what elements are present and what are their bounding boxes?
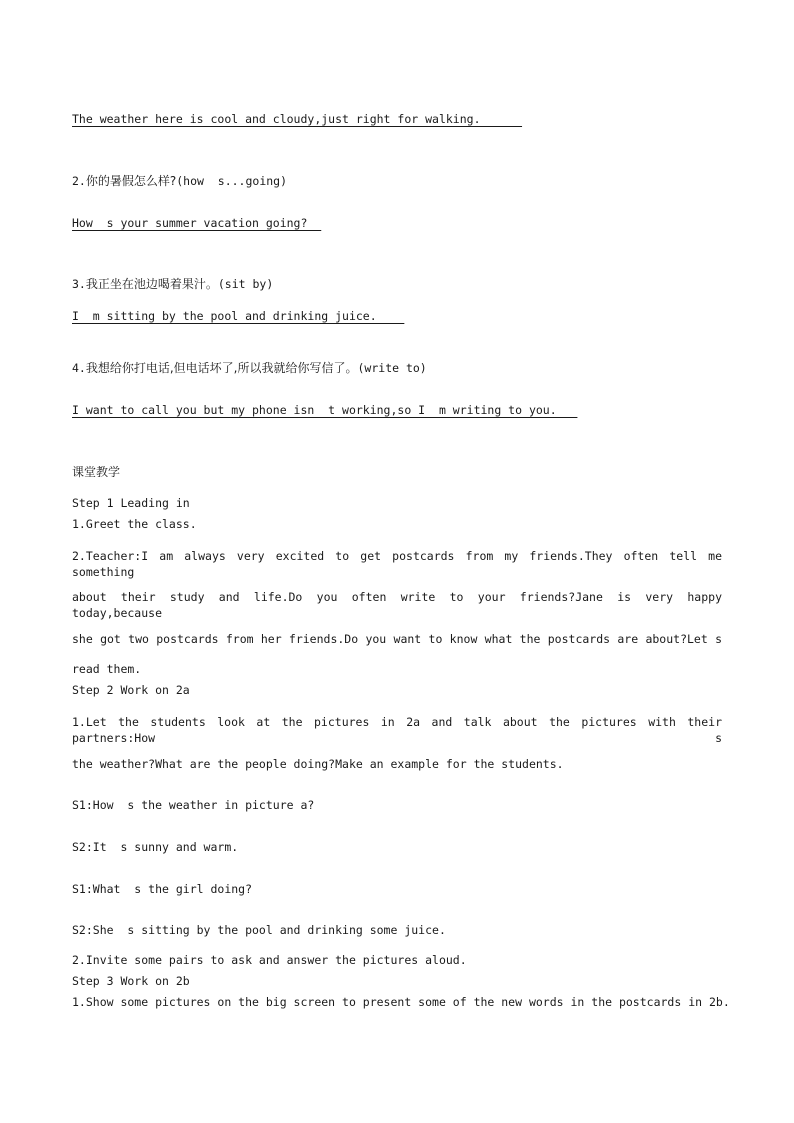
answer-4: I want to call you but my phone isn t working,so I m writing to you.: [72, 403, 578, 417]
step-2-item-1-line-1: 1.Let the students look at the pictures in 2a and talk about the pictures with their partners:How s: [72, 715, 722, 745]
question-3-number: 3.: [72, 277, 86, 291]
dialog-line-1: S1:How s the weather in picture a?: [72, 798, 315, 812]
step-1-item-1: 1.Greet the class.: [72, 517, 197, 531]
dialog-line-2: S2:It s sunny and warm.: [72, 840, 239, 854]
question-2-number: 2.: [72, 174, 86, 188]
step-1-heading: Step 1 Leading in: [72, 496, 190, 510]
question-4-hint: (write to): [357, 361, 427, 375]
question-2: [72, 173, 287, 189]
question-3: [72, 276, 273, 292]
step-3-heading: Step 3 Work on 2b: [72, 974, 190, 988]
step-2-item-2: 2.Invite some pairs to ask and answer the pictures aloud.: [72, 953, 467, 967]
section-heading: 课堂教学: [72, 465, 121, 479]
answer-1: The weather here is cool and cloudy,just right for walking.: [72, 112, 523, 126]
question-2-chinese: 你的暑假怎么样?: [85, 174, 177, 188]
question-2-hint: (how s...going): [176, 174, 288, 188]
question-4: [72, 360, 427, 376]
question-3-hint: (sit by): [217, 277, 274, 291]
dialog-line-4: S2:She s sitting by the pool and drinking some juice.: [72, 923, 446, 937]
step-2-item-1-line-2: the weather?What are the people doing?Make an example for the students.: [72, 757, 564, 771]
question-4-number: 4.: [72, 361, 86, 375]
step-1-item-2-line-3: she got two postcards from her friends.Do you want to know what the postcards are about?Let s: [72, 632, 722, 646]
step-3-item-1: 1.Show some pictures on the big screen to present some of the new words in the postcards in 2b.: [72, 995, 730, 1009]
question-4-chinese: 我想给你打电话,但电话坏了,所以我就给你写信了。: [85, 361, 358, 375]
answer-2: How s your summer vacation going?: [72, 216, 322, 230]
step-1-item-2-line-4: read them.: [72, 662, 142, 676]
answer-3: I m sitting by the pool and drinking juice.: [72, 309, 405, 323]
question-3-chinese: 我正坐在池边喝着果汁。: [85, 277, 218, 291]
step-1-item-2-line-1: 2.Teacher:I am always very excited to get postcards from my friends.They often tell me something: [72, 549, 722, 579]
step-2-heading: Step 2 Work on 2a: [72, 683, 190, 697]
dialog-line-3: S1:What s the girl doing?: [72, 882, 253, 896]
step-1-item-2-line-2: about their study and life.Do you often write to your friends?Jane is very happy today,because: [72, 590, 722, 620]
